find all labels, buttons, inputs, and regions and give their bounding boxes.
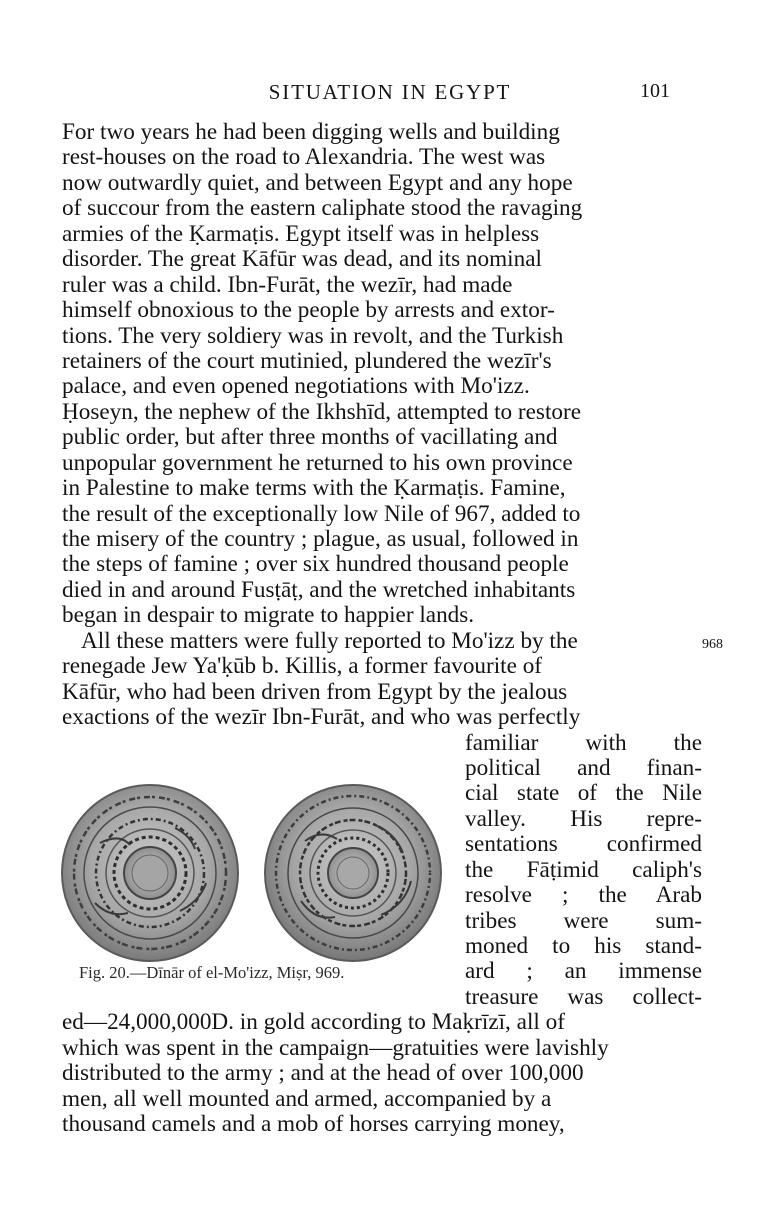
body-line: distributed to the army ; and at the head of over 100,000 [62, 1060, 584, 1087]
body-line: in Palestine to make terms with the Ḳarmaṭis. Famine, [62, 475, 566, 502]
body-line: unpopular government he returned to his own province [62, 449, 573, 476]
wrapped-line: tribes were sum- [465, 907, 702, 934]
body-line: the result of the exceptionally low Nile of 967, added to [62, 500, 581, 527]
running-head: SITUATION IN EGYPT [268, 80, 512, 104]
wrapped-line: familiar with the [465, 729, 702, 756]
wrapped-line: the Fāṭimid caliph's [465, 856, 702, 883]
wrapped-line: cial state of the Nile [465, 780, 702, 807]
figure-caption: Fig. 20.—Dīnār of el-Mo'izz, Miṣr, 969. [79, 963, 345, 982]
wrapped-line: treasure was collect- [465, 983, 702, 1010]
wrapped-line: ard ; an immense [465, 958, 702, 985]
body-line: men, all well mounted and armed, accompanied by a [62, 1085, 552, 1112]
body-line: disorder. The great Kāfūr was dead, and its nominal [62, 246, 542, 273]
wrapped-line: moned to his stand- [465, 933, 702, 959]
body-line: ruler was a child. Ibn-Furāt, the wezīr, had made [62, 271, 513, 298]
wrapped-line: resolve ; the Arab [465, 882, 702, 909]
body-line: exactions of the wezīr Ibn-Furāt, and who was perfectly [62, 704, 581, 731]
coin-reverse-image [263, 783, 443, 963]
body-line: armies of the Ḳarmaṭis. Egypt itself was in helpless [62, 220, 540, 247]
body-line: Kāfūr, who had been driven from Egypt by the jealous [62, 678, 568, 705]
body-line: himself obnoxious to the people by arrests and extor- [62, 297, 555, 324]
body-line: public order, but after three months of vacillating and [62, 424, 558, 451]
body-line: thousand camels and a mob of horses carrying money, [62, 1111, 565, 1138]
wrapped-line: political and finan- [465, 754, 702, 781]
body-line: retainers of the court mutinied, plundered the wezīr's [62, 347, 552, 374]
coin-obverse-image [60, 783, 240, 963]
body-line: which was spent in the campaign—gratuities were lavishly [62, 1034, 609, 1061]
body-line: All these matters were fully reported to Mo'izz by the [81, 627, 578, 654]
body-line: now outwardly quiet, and between Egypt and any hope [62, 169, 573, 196]
body-line: the steps of famine ; over six hundred thousand people [62, 551, 569, 578]
body-line: the misery of the country ; plague, as usual, followed in [62, 526, 579, 552]
body-line: began in despair to migrate to happier lands. [62, 602, 475, 629]
body-line: tions. The very soldiery was in revolt, and the Turkish [62, 322, 564, 349]
page-number: 101 [640, 80, 670, 102]
margin-note-year: 968 [702, 637, 723, 652]
body-line: renegade Jew Ya'ḳūb b. Killis, a former favourite of [62, 653, 543, 680]
body-line: palace, and even opened negotiations with Mo'izz. [62, 373, 530, 400]
coin-figure [60, 755, 450, 995]
body-line: ed—24,000,000D. in gold according to Maḳrīzī, all of [62, 1009, 565, 1036]
wrapped-line: sentations confirmed [465, 831, 702, 858]
body-line: of succour from the eastern caliphate stood the ravaging [62, 195, 583, 222]
wrapped-line: valley. His repre- [465, 805, 702, 832]
body-line: Ḥoseyn, the nephew of the Ikhshīd, attempted to restore [62, 398, 582, 425]
page-header [0, 80, 780, 104]
body-line: For two years he had been digging wells and building [62, 119, 560, 145]
body-line: died in and around Fusṭāṭ, and the wretched inhabitants [62, 576, 576, 603]
body-line: rest-houses on the road to Alexandria. The west was [62, 144, 546, 171]
